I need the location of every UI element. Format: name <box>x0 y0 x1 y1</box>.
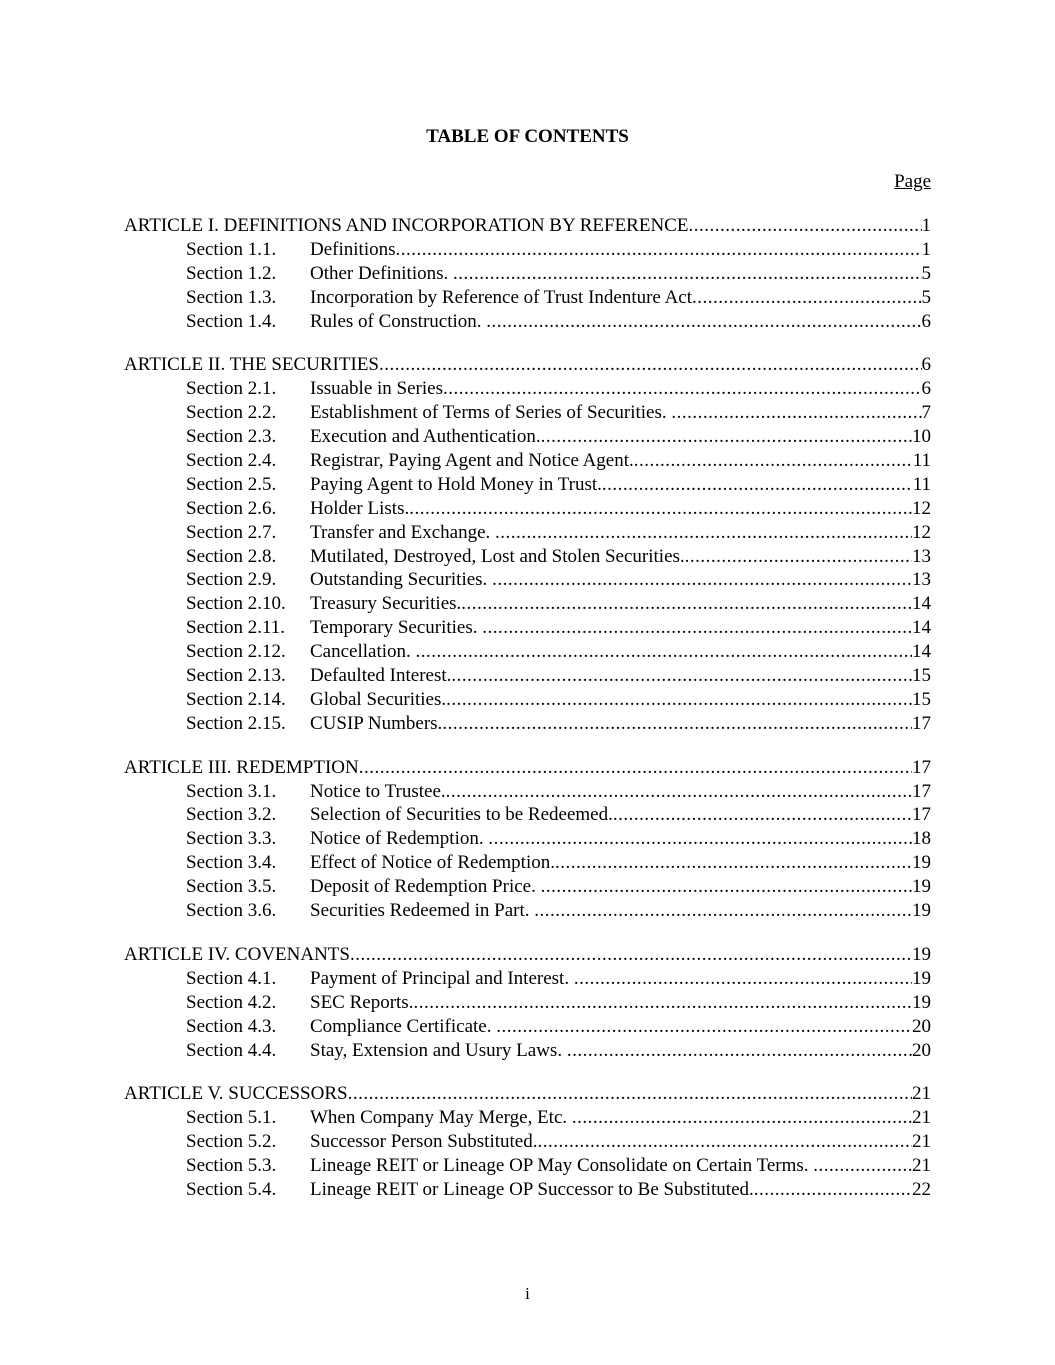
article-title: ARTICLE III. REDEMPTION <box>124 756 359 778</box>
toc-section-entry <box>124 568 931 592</box>
section-number: Section 5.1. <box>186 1107 277 1129</box>
toc-section-entry <box>124 497 931 521</box>
section-title: Definitions <box>310 238 396 260</box>
article-title: ARTICLE II. THE SECURITIES <box>124 354 379 376</box>
section-page-number: 19 <box>912 967 931 989</box>
section-title: Compliance Certificate. <box>310 1015 497 1037</box>
section-page-number: 12 <box>912 521 931 543</box>
article-title: ARTICLE I. DEFINITIONS AND INCORPORATION BY REFERENCE <box>124 215 689 236</box>
section-page-number: 13 <box>912 569 931 591</box>
toc-article-block <box>124 214 931 333</box>
section-number: Section 2.6. <box>186 497 277 519</box>
section-title: Holder Lists. <box>310 497 410 519</box>
dot-leader <box>348 1082 912 1106</box>
article-page-number: 19 <box>912 943 931 965</box>
dot-leader <box>572 1106 912 1130</box>
section-page-number: 15 <box>912 665 931 687</box>
section-number: Section 1.1. <box>186 238 277 260</box>
dot-leader <box>492 568 912 592</box>
section-page-number: 18 <box>912 828 931 850</box>
section-page-number: 20 <box>912 1039 931 1061</box>
section-title: Defaulted Interest. <box>310 665 452 687</box>
section-page-number: 19 <box>912 876 931 898</box>
toc-section-entry <box>124 521 931 545</box>
section-title: SEC Reports. <box>310 991 414 1013</box>
toc-section-entry <box>124 377 931 401</box>
dot-leader <box>541 875 912 899</box>
toc-article-entry <box>124 756 931 780</box>
toc-section-entry <box>124 310 931 334</box>
toc-section-entry <box>124 401 931 425</box>
section-page-number: 15 <box>912 688 931 710</box>
section-page-number: 6 <box>921 378 931 400</box>
toc-article-block <box>124 943 931 1062</box>
dot-leader <box>416 640 912 664</box>
section-number: Section 2.11. <box>186 617 286 639</box>
dot-leader <box>634 449 913 473</box>
dot-leader <box>451 664 912 688</box>
section-number: Section 4.3. <box>186 1015 277 1037</box>
dot-leader <box>688 214 921 238</box>
toc-article-block <box>124 1082 931 1201</box>
dot-leader <box>461 592 912 616</box>
section-number: Section 4.4. <box>186 1039 277 1061</box>
section-page-number: 21 <box>912 1155 931 1177</box>
section-title: Effect of Notice of Redemption. <box>310 852 555 874</box>
toc-section-entry <box>124 967 931 991</box>
section-number: Section 2.9. <box>186 569 277 591</box>
section-number: Section 5.2. <box>186 1131 277 1153</box>
section-title: Selection of Securities to be Redeemed. <box>310 804 613 826</box>
dot-leader <box>379 353 922 377</box>
section-page-number: 14 <box>912 617 931 639</box>
section-title: Temporary Securities. <box>310 617 483 639</box>
dot-leader <box>754 1178 912 1202</box>
section-page-number: 1 <box>921 238 931 260</box>
toc-section-entry <box>124 640 931 664</box>
toc-section-entry <box>124 473 931 497</box>
section-number: Section 2.10. <box>186 593 286 615</box>
section-title: Payment of Principal and Interest. <box>310 967 574 989</box>
toc-section-entry <box>124 664 931 688</box>
dot-leader <box>495 521 912 545</box>
section-page-number: 21 <box>912 1131 931 1153</box>
footer-page-number: i <box>525 1284 530 1303</box>
section-page-number: 19 <box>912 991 931 1013</box>
section-number: Section 3.4. <box>186 852 277 874</box>
section-title: Incorporation by Reference of Trust Indenture Act <box>310 286 693 308</box>
dot-leader <box>350 943 912 967</box>
section-number: Section 5.3. <box>186 1155 277 1177</box>
section-number: Section 3.1. <box>186 780 277 802</box>
section-page-number: 13 <box>912 545 931 567</box>
section-title: Outstanding Securities. <box>310 569 493 591</box>
section-title: Treasury Securities. <box>310 593 462 615</box>
toc-section-entry <box>124 592 931 616</box>
toc-section-entry <box>124 1178 931 1202</box>
section-page-number: 6 <box>921 310 931 332</box>
section-page-number: 22 <box>912 1178 931 1200</box>
article-page-number: 1 <box>921 215 931 236</box>
section-page-number: 5 <box>921 286 931 308</box>
section-page-number: 14 <box>912 593 931 615</box>
toc-article-entry <box>124 214 931 238</box>
toc-section-entry <box>124 827 931 851</box>
dot-leader <box>453 262 921 286</box>
dot-leader <box>359 756 912 780</box>
dot-leader <box>692 286 921 310</box>
dot-leader <box>413 991 912 1015</box>
section-title: Successor Person Substituted. <box>310 1131 538 1153</box>
article-page-number: 21 <box>912 1083 931 1105</box>
section-title: Stay, Extension and Usury Laws. <box>310 1039 567 1061</box>
section-page-number: 17 <box>912 804 931 826</box>
section-title: Notice to Trustee. <box>310 780 446 802</box>
section-number: Section 2.1. <box>186 378 277 400</box>
toc-section-entry <box>124 688 931 712</box>
section-page-number: 17 <box>912 712 931 734</box>
section-title: Mutilated, Destroyed, Lost and Stolen Securities. <box>310 545 685 567</box>
section-title: Notice of Redemption. <box>310 828 489 850</box>
section-number: Section 3.6. <box>186 900 277 922</box>
section-number: Section 4.2. <box>186 991 277 1013</box>
section-title: Other Definitions. <box>310 262 454 284</box>
dot-leader <box>443 377 922 401</box>
section-number: Section 3.5. <box>186 876 277 898</box>
section-page-number: 19 <box>912 900 931 922</box>
dot-leader <box>482 616 912 640</box>
section-title: Global Securities. <box>310 688 447 710</box>
section-page-number: 11 <box>912 450 931 472</box>
dot-leader <box>555 851 912 875</box>
section-title: Securities Redeemed in Part. <box>310 900 535 922</box>
dot-leader <box>409 497 912 521</box>
toc-title: TABLE OF CONTENTS <box>426 126 629 147</box>
section-page-number: 7 <box>921 402 931 424</box>
dot-leader <box>534 899 912 923</box>
section-title: When Company May Merge, Etc. <box>310 1107 572 1129</box>
section-number: Section 2.8. <box>186 545 277 567</box>
section-page-number: 14 <box>912 641 931 663</box>
toc-section-entry <box>124 1106 931 1130</box>
dot-leader <box>685 545 912 569</box>
section-page-number: 21 <box>912 1107 931 1129</box>
dot-leader <box>567 1039 912 1063</box>
section-number: Section 4.1. <box>186 967 277 989</box>
section-page-number: 12 <box>912 497 931 519</box>
section-page-number: 20 <box>912 1015 931 1037</box>
toc-section-entry <box>124 1130 931 1154</box>
section-title: Lineage REIT or Lineage OP May Consolidate on Certain Terms. <box>310 1155 814 1177</box>
toc-section-entry <box>124 1039 931 1063</box>
section-title: Lineage REIT or Lineage OP Successor to Be Substituted. <box>310 1178 754 1200</box>
toc-section-entry <box>124 425 931 449</box>
dot-leader <box>446 688 912 712</box>
toc-section-entry <box>124 803 931 827</box>
section-title: Rules of Construction. <box>310 310 487 332</box>
table-of-contents <box>124 214 931 1222</box>
section-title: Registrar, Paying Agent and Notice Agent. <box>310 450 634 472</box>
dot-leader <box>541 425 912 449</box>
toc-section-entry <box>124 545 931 569</box>
section-number: Section 1.4. <box>186 310 277 332</box>
dot-leader <box>496 1015 912 1039</box>
section-title: Execution and Authentication. <box>310 426 541 448</box>
section-number: Section 2.5. <box>186 473 277 495</box>
toc-article-entry <box>124 943 931 967</box>
section-number: Section 1.2. <box>186 262 277 284</box>
section-title: Transfer and Exchange. <box>310 521 496 543</box>
dot-leader <box>813 1154 912 1178</box>
article-page-number: 6 <box>921 354 931 376</box>
toc-section-entry <box>124 238 931 262</box>
section-number: Section 3.2. <box>186 804 277 826</box>
toc-section-entry <box>124 1154 931 1178</box>
section-title: Issuable in Series <box>310 378 443 400</box>
section-number: Section 2.13. <box>186 665 286 687</box>
article-page-number: 17 <box>912 756 931 778</box>
toc-section-entry <box>124 286 931 310</box>
section-number: Section 2.4. <box>186 450 277 472</box>
toc-section-entry <box>124 991 931 1015</box>
dot-leader <box>442 712 912 736</box>
dot-leader <box>671 401 921 425</box>
dot-leader <box>574 967 912 991</box>
dot-leader <box>488 827 912 851</box>
section-page-number: 10 <box>912 426 931 448</box>
section-number: Section 2.7. <box>186 521 277 543</box>
section-page-number: 19 <box>912 852 931 874</box>
dot-leader <box>396 238 922 262</box>
section-page-number: 5 <box>921 262 931 284</box>
dot-leader <box>446 780 912 804</box>
section-title: CUSIP Numbers. <box>310 712 443 734</box>
article-title: ARTICLE V. SUCCESSORS <box>124 1083 348 1105</box>
section-title: Cancellation. <box>310 641 416 663</box>
dot-leader <box>602 473 913 497</box>
toc-section-entry <box>124 851 931 875</box>
section-number: Section 2.2. <box>186 402 277 424</box>
section-title: Establishment of Terms of Series of Securities. <box>310 402 672 424</box>
toc-article-block <box>124 353 931 735</box>
toc-section-entry <box>124 712 931 736</box>
dot-leader <box>537 1130 912 1154</box>
section-title: Paying Agent to Hold Money in Trust. <box>310 473 602 495</box>
section-number: Section 2.3. <box>186 426 277 448</box>
page-column-label: Page <box>894 171 931 192</box>
section-number: Section 2.15. <box>186 712 286 734</box>
toc-section-entry <box>124 449 931 473</box>
section-number: Section 3.3. <box>186 828 277 850</box>
toc-article-entry <box>124 1082 931 1106</box>
toc-article-block <box>124 756 931 923</box>
section-number: Section 2.12. <box>186 641 286 663</box>
section-title: Deposit of Redemption Price. <box>310 876 541 898</box>
toc-section-entry <box>124 1015 931 1039</box>
section-number: Section 2.14. <box>186 688 286 710</box>
toc-article-entry <box>124 353 931 377</box>
section-number: Section 5.4. <box>186 1178 277 1200</box>
toc-section-entry <box>124 262 931 286</box>
toc-section-entry <box>124 875 931 899</box>
section-page-number: 17 <box>912 780 931 802</box>
section-number: Section 1.3. <box>186 286 277 308</box>
dot-leader <box>486 310 921 334</box>
toc-section-entry <box>124 899 931 923</box>
article-title: ARTICLE IV. COVENANTS <box>124 943 350 965</box>
toc-section-entry <box>124 780 931 804</box>
section-page-number: 11 <box>912 473 931 495</box>
toc-section-entry <box>124 616 931 640</box>
dot-leader <box>613 803 912 827</box>
